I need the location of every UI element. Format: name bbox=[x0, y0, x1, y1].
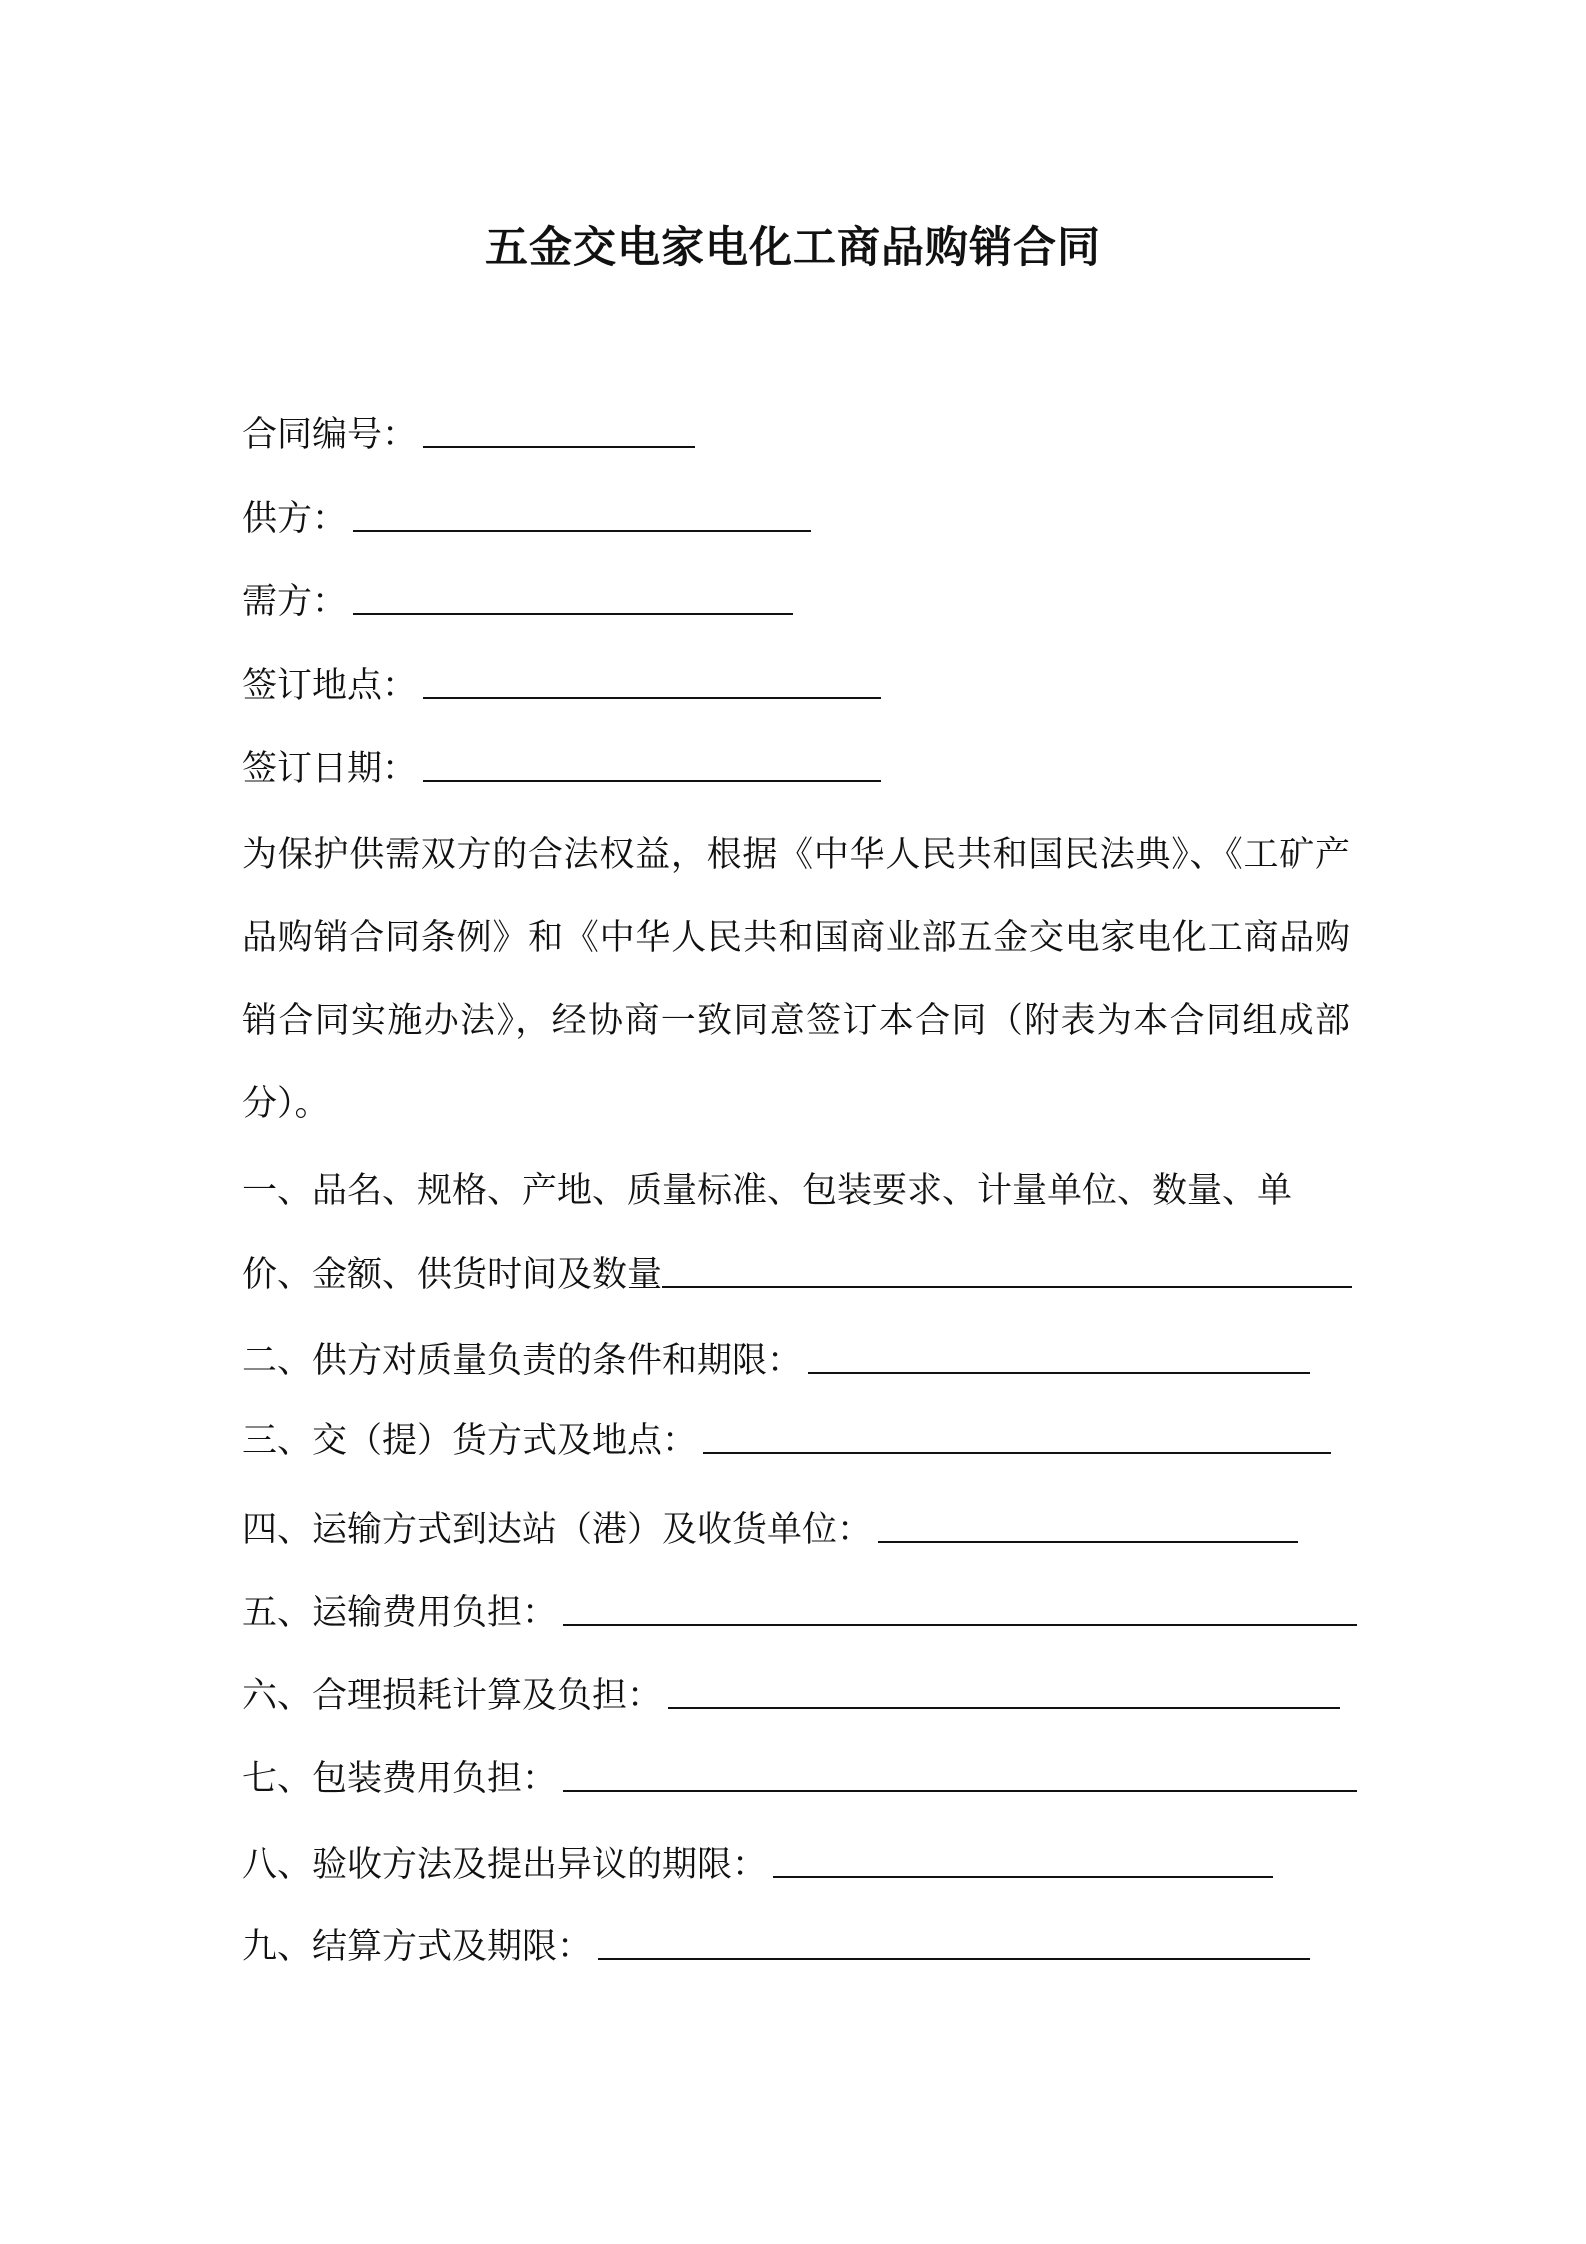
contract-number-field bbox=[242, 410, 695, 460]
clause-7-blank[interactable] bbox=[563, 1758, 1357, 1792]
clause-5-text: 五、运输费用负担： bbox=[242, 1593, 558, 1633]
clause-1-text-cont: 价、金额、供货时间及数量 bbox=[242, 1255, 663, 1295]
clause-9-blank[interactable] bbox=[598, 1926, 1310, 1960]
clause-5 bbox=[242, 1588, 1357, 1638]
contract-number-label: 合同编号： bbox=[242, 415, 418, 455]
clause-8-blank[interactable] bbox=[773, 1844, 1273, 1878]
clause-3-text: 三、交（提）货方式及地点： bbox=[242, 1421, 698, 1461]
clause-4-text: 四、运输方式到达站（港）及收货单位： bbox=[242, 1510, 873, 1550]
clause-9-text: 九、结算方式及期限： bbox=[242, 1927, 593, 1967]
clause-8 bbox=[242, 1840, 1273, 1890]
clause-4-blank[interactable] bbox=[878, 1509, 1298, 1543]
clause-5-blank[interactable] bbox=[563, 1592, 1357, 1626]
clause-1-blank[interactable] bbox=[662, 1254, 1352, 1288]
clause-2 bbox=[242, 1336, 1310, 1386]
sign-place-field bbox=[242, 661, 881, 711]
clause-6-blank[interactable] bbox=[668, 1675, 1340, 1709]
supplier-field bbox=[242, 494, 811, 544]
preamble-paragraph: 为保护供需双方的合法权益，根据《中华人民共和国民法典》、《工矿产品购销合同条例》和《中华人民共和国商业部五金交电家电化工商品购销合同实施办法》，经协商一致同意签订本合同（附表为本合同组成部分）。 bbox=[242, 835, 1350, 1124]
clause-4 bbox=[242, 1505, 1298, 1555]
buyer-label: 需方： bbox=[242, 582, 348, 622]
clause-6 bbox=[242, 1671, 1340, 1721]
clause-2-text: 二、供方对质量负责的条件和期限： bbox=[242, 1341, 803, 1381]
sign-place-blank[interactable] bbox=[423, 665, 881, 699]
clause-2-blank[interactable] bbox=[808, 1340, 1310, 1374]
clause-1-line-1 bbox=[242, 1166, 1292, 1216]
document-title: 五金交电家电化工商品购销合同 bbox=[485, 223, 1101, 273]
buyer-blank[interactable] bbox=[353, 581, 793, 615]
contract-number-blank[interactable] bbox=[423, 414, 695, 448]
supplier-blank[interactable] bbox=[353, 498, 811, 532]
clause-1-line-2 bbox=[242, 1250, 1352, 1300]
sign-date-field bbox=[242, 744, 881, 794]
buyer-field bbox=[242, 577, 793, 627]
clause-6-text: 六、合理损耗计算及负担： bbox=[242, 1676, 663, 1716]
clause-8-text: 八、验收方法及提出异议的期限： bbox=[242, 1845, 768, 1885]
sign-date-blank[interactable] bbox=[423, 748, 881, 782]
clause-7-text: 七、包装费用负担： bbox=[242, 1759, 558, 1799]
clause-1-text: 一、品名、规格、产地、质量标准、包装要求、计量单位、数量、单 bbox=[242, 1171, 1293, 1211]
sign-place-label: 签订地点： bbox=[242, 666, 418, 706]
supplier-label: 供方： bbox=[242, 499, 348, 539]
sign-date-label: 签订日期： bbox=[242, 749, 418, 789]
clause-3 bbox=[242, 1416, 1331, 1466]
clause-7 bbox=[242, 1754, 1357, 1804]
clause-3-blank[interactable] bbox=[703, 1420, 1331, 1454]
clause-9 bbox=[242, 1922, 1310, 1972]
